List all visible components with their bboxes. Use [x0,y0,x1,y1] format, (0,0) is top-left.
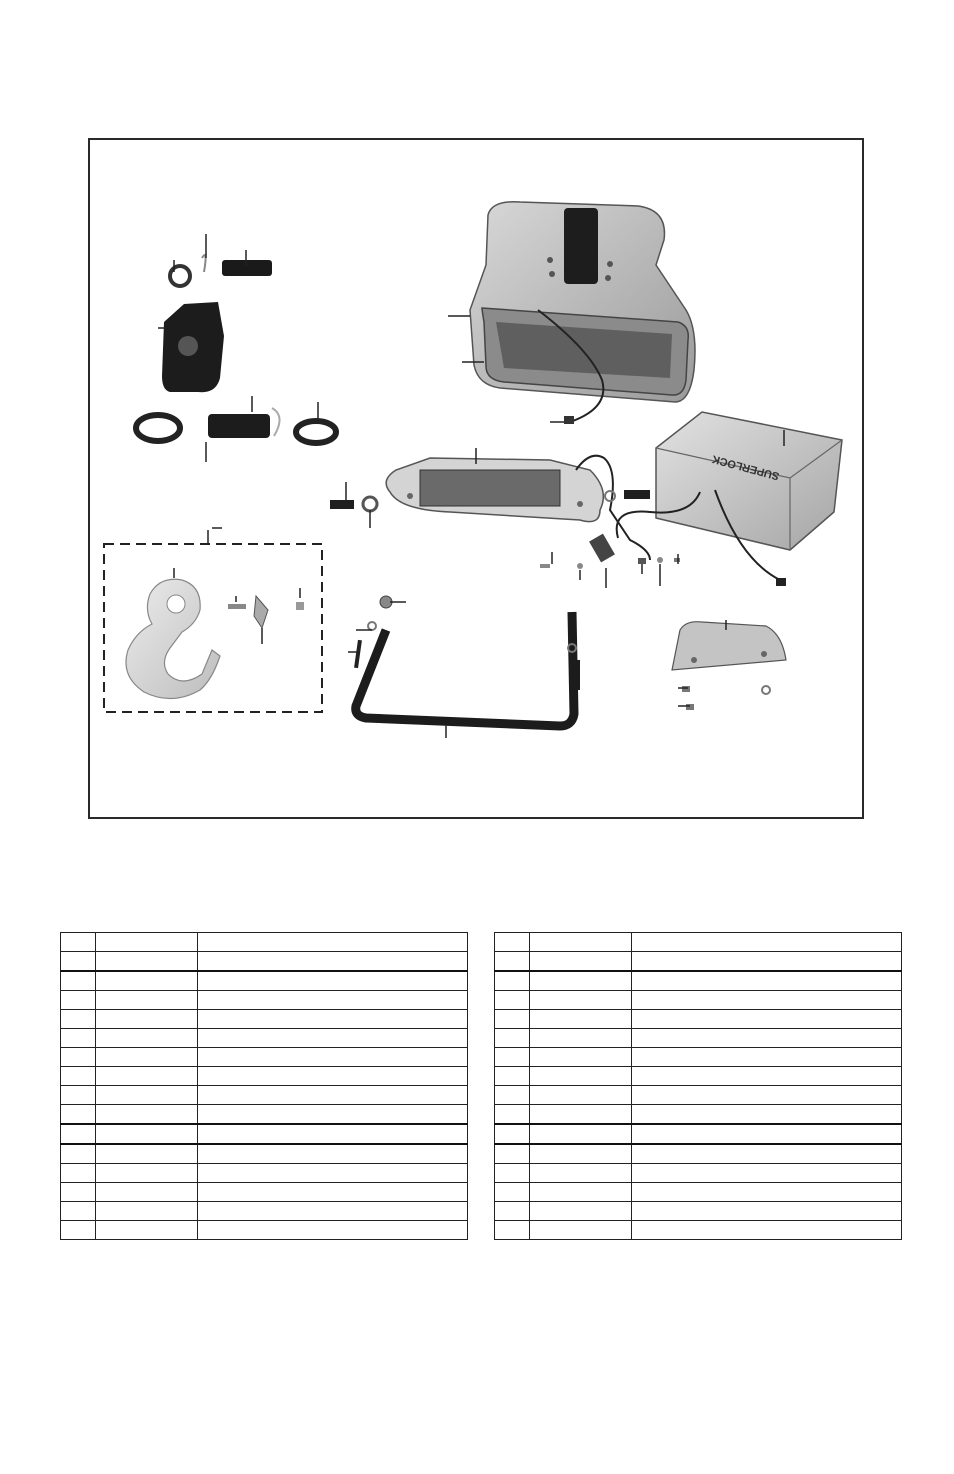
table-row [495,1124,902,1144]
table-row [495,1164,902,1183]
hook-nut [296,602,304,610]
table-row [495,1105,902,1125]
hook-bolt [228,604,246,609]
table-row [61,1183,468,1202]
table-row [61,991,468,1010]
table-row [495,971,902,991]
table-row [61,1105,468,1125]
parts-diagram-svg [90,140,862,817]
load-cell-housing [470,202,695,424]
table-row [495,1183,902,1202]
bolt-right [624,490,650,499]
load-sensor-board [420,470,560,506]
cover-nut [682,686,690,692]
clevis-block [136,255,336,443]
table-row [61,933,468,952]
table-row [61,1164,468,1183]
table-row [61,1029,468,1048]
table-row [495,1202,902,1221]
cotter-pin [202,255,206,272]
parts-list-table-left [60,932,468,1240]
table-row [495,933,902,952]
table-row [495,1221,902,1240]
table-row [61,1221,468,1240]
spacer-washer-left [136,415,180,441]
housing-connector [564,416,574,424]
table-row [495,991,902,1010]
table-row [61,1202,468,1221]
table-row [61,952,468,972]
wire-harness-connector [589,534,615,563]
hook-latch [254,596,268,628]
table-row [495,1067,902,1086]
table-row [495,1048,902,1067]
small-screws [540,557,680,569]
table-row [61,1124,468,1144]
table-row [61,1144,468,1164]
table-row [495,952,902,972]
end-cover [672,622,786,710]
table-row [61,1048,468,1067]
hook-kit [104,544,322,712]
washer-left [363,497,377,511]
table-row [495,1029,902,1048]
table-row [495,1010,902,1029]
table-row [495,1086,902,1105]
bolt-left [330,500,354,509]
parts-list-table-right [494,932,902,1240]
table-row [61,971,468,991]
clevis-washer [170,266,190,286]
table-row [61,1010,468,1029]
table-row [495,1144,902,1164]
exploded-parts-diagram [88,138,864,819]
table-row [61,1067,468,1086]
clevis-pin [222,260,272,276]
cover-screw [686,704,694,710]
table-row [61,1086,468,1105]
shackle-lug [564,208,598,284]
strap-bolt-left [354,640,362,668]
battery-brand-label: SUPERLOCK [710,452,781,482]
u-strap-bracket [354,596,580,726]
spacer-washer-right [296,421,336,443]
strap-bolt-right [576,660,580,690]
load-pin [208,414,270,438]
base-plate [386,456,650,563]
